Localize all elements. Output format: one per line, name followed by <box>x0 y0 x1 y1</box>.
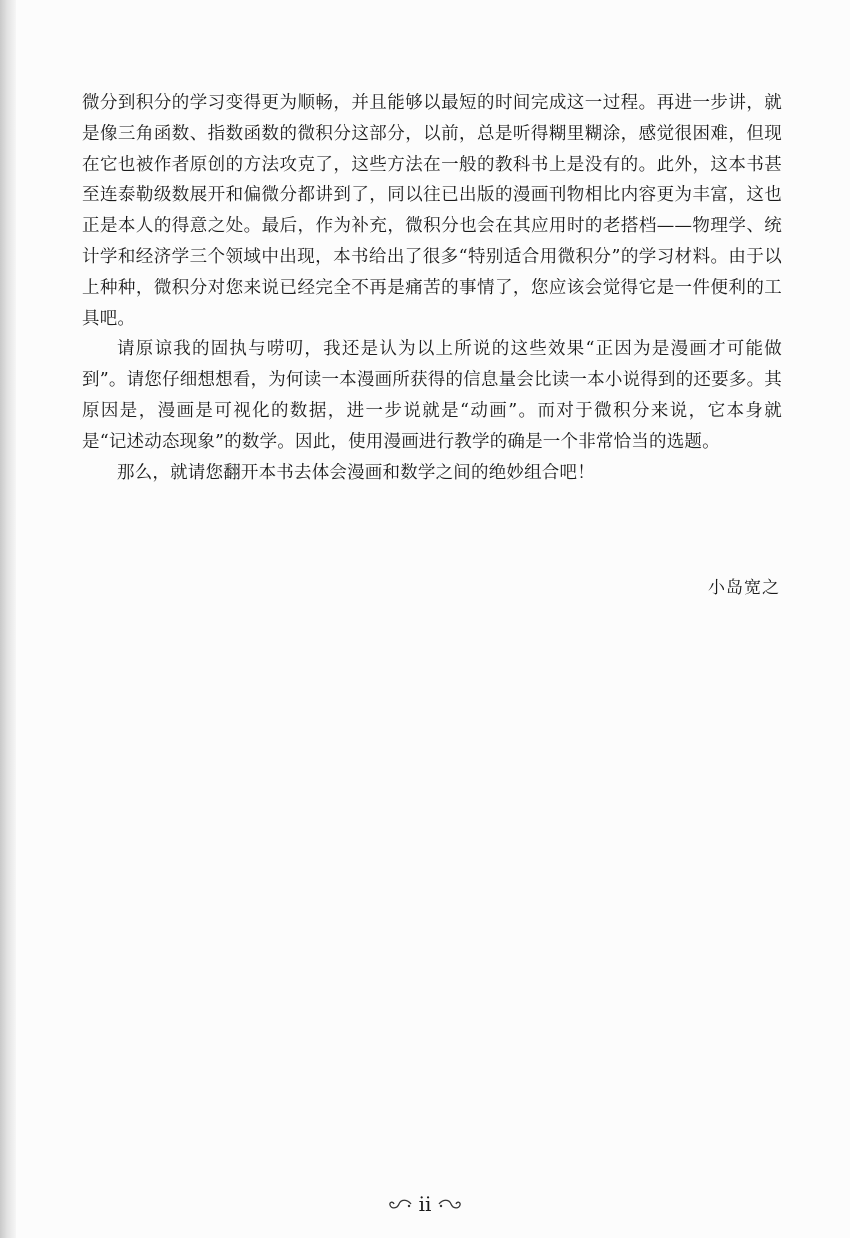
page-number: ii <box>418 1192 432 1216</box>
paragraph-closing: 那么，就请您翻开本书去体会漫画和数学之间的绝妙组合吧！ <box>117 462 595 483</box>
paragraph-continuation: 微分到积分的学习变得更为顺畅，并且能够以最短的时间完成这一过程。再进一步讲，就是像三角函数、指数函数的微积分这部分，以前，总是听得糊里糊涂，感觉很困难，但现在它也被作者原创的方法攻克了，这些方法在一般的教科书上是没有的。此外，这本书甚至连泰勒级数展开和偏微分都讲到了，同以往已出版的漫画刊物相比内容更为丰富，这也正是本人的得意之处。最后，作为补充，微积分也会在其应用时的老搭档——物理学、统计学和经济学三个领域中出现，本书给出了很多“特别适合用微积分”的学习材料。由于以上种种，微积分对您来说已经完全不再是痛苦的事情了，您应该会觉得它是一件便利的工具吧。 <box>82 93 782 329</box>
page-gutter-shadow <box>0 0 16 1238</box>
page-folio <box>375 1190 475 1218</box>
paragraph-manga-argument: 请原谅我的固执与唠叨，我还是认为以上所说的这些效果“正因为是漫画才可能做到”。请您仔细想想看，为何读一本漫画所获得的信息量会比读一本小说得到的还要多。其原因是，漫画是可视化的数据，进一步说就是“动画”。而对于微积分来说，它本身就是“记述动态现象”的数学。因此，使用漫画进行教学的确是一个非常恰当的选题。 <box>82 339 782 452</box>
author-signature: 小岛宽之 <box>708 578 780 598</box>
right-swirl-ornament-icon <box>437 1197 463 1211</box>
body-text <box>82 88 782 488</box>
left-swirl-ornament-icon <box>387 1197 413 1211</box>
